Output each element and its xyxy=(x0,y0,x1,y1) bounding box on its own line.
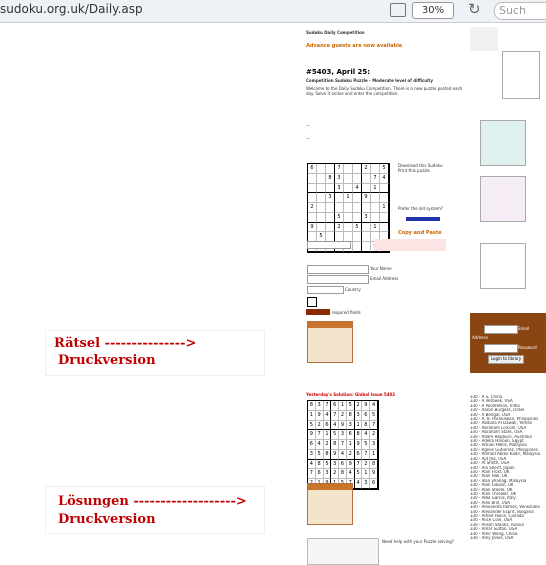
grid-cell[interactable]: 1 xyxy=(370,450,378,460)
grid-cell[interactable]: 6 xyxy=(355,450,363,460)
advanced-link[interactable]: Advance guests are now available xyxy=(306,43,403,49)
grid-cell[interactable]: 3 xyxy=(326,193,335,203)
email-label: Email Address xyxy=(370,276,399,281)
grid-cell[interactable]: 2 xyxy=(324,440,332,450)
grid-cell[interactable]: 3 xyxy=(362,479,370,489)
list-item[interactable]: 330 - Ajit Jha, USA xyxy=(470,456,507,461)
list-item[interactable]: 330 - Abraham Lincoln, USA xyxy=(470,425,527,430)
grid-cell[interactable] xyxy=(362,232,371,242)
grid-cell[interactable]: 5 xyxy=(353,223,362,233)
puzzle-title: #5403, April 25: xyxy=(306,68,371,76)
country-label: Country xyxy=(345,287,361,292)
grid-cell[interactable]: 5 xyxy=(317,232,326,242)
grid-cell[interactable]: 7 xyxy=(370,421,378,431)
grid-cell[interactable]: 5 xyxy=(370,411,378,421)
grid-cell[interactable]: 3 xyxy=(324,469,332,479)
grid-cell[interactable]: 6 xyxy=(339,460,347,470)
list-item[interactable]: 330 - Agnes Gutierrez, Philippines xyxy=(470,447,538,452)
grid-cell[interactable]: 4 xyxy=(362,430,370,440)
yesterday-title: Yesterday's Solution: Global Issue 5402 xyxy=(306,392,396,397)
password-input[interactable] xyxy=(484,344,518,353)
solutions-print-annotation xyxy=(45,486,265,534)
old-system-button[interactable] xyxy=(406,217,440,221)
side-link[interactable]: Print this puzzle xyxy=(398,168,430,173)
grid-cell[interactable]: 3 xyxy=(347,421,355,431)
grid-cell[interactable] xyxy=(380,213,389,223)
grid-cell[interactable]: 1 xyxy=(339,401,347,411)
grid-cell[interactable]: 2 xyxy=(331,469,339,479)
grid-cell[interactable]: 8 xyxy=(331,440,339,450)
grid-cell[interactable]: 6 xyxy=(362,411,370,421)
grid-cell[interactable]: 9 xyxy=(362,401,370,411)
grid-cell[interactable]: 1 xyxy=(308,411,316,421)
grid-cell[interactable]: 5 xyxy=(308,421,316,431)
grid-cell[interactable]: 5 xyxy=(355,469,363,479)
grid-cell[interactable] xyxy=(353,193,362,203)
grid-cell[interactable]: 7 xyxy=(331,411,339,421)
name-field[interactable] xyxy=(307,265,369,274)
grid-cell[interactable]: 8 xyxy=(347,411,355,421)
red-note: — xyxy=(306,136,310,141)
login-panel xyxy=(470,313,546,373)
zoom-level[interactable]: 30% xyxy=(412,2,454,19)
grid-cell[interactable] xyxy=(380,184,389,194)
list-item[interactable]: 330 - Alexander Esprit, Bulgaria xyxy=(470,509,534,514)
grid-cell[interactable]: 2 xyxy=(339,411,347,421)
grid-cell[interactable] xyxy=(371,213,380,223)
grid-cell[interactable]: 4 xyxy=(324,411,332,421)
grid-cell[interactable]: 7 xyxy=(308,469,316,479)
grid-cell[interactable]: 5 xyxy=(324,460,332,470)
grid-cell[interactable]: 1 xyxy=(371,184,380,194)
address-label: Address xyxy=(472,335,488,340)
grid-cell[interactable]: 3 xyxy=(335,174,344,184)
grid-cell[interactable]: 4 xyxy=(331,421,339,431)
grid-cell[interactable]: 1 xyxy=(324,430,332,440)
grid-cell[interactable]: 3 xyxy=(316,401,324,411)
grid-cell[interactable] xyxy=(353,242,362,252)
list-item[interactable]: 330 - A S, China xyxy=(470,395,503,399)
bottom-image xyxy=(307,538,379,565)
grid-cell[interactable] xyxy=(371,164,380,174)
list-item[interactable]: 330 - Ahmad Abdul Kadir, Malaysia xyxy=(470,452,541,457)
list-item[interactable]: 330 - Adam Hepburn, Australia xyxy=(470,434,532,439)
list-item[interactable]: 330 - Alan Hall, UK xyxy=(470,474,508,479)
checkbox[interactable] xyxy=(307,297,317,307)
grid-cell[interactable]: 2 xyxy=(362,460,370,470)
sudoku-thumb[interactable] xyxy=(502,51,540,99)
country-select[interactable] xyxy=(307,286,344,294)
list-item[interactable]: 330 - Alba Garcia, Italy xyxy=(470,496,516,501)
grid-cell[interactable]: 5 xyxy=(380,164,389,174)
grid-cell[interactable] xyxy=(362,223,371,233)
grid-cell[interactable]: 8 xyxy=(355,430,363,440)
password-label: Password xyxy=(518,345,537,350)
red-note: — xyxy=(306,123,310,128)
grid-cell[interactable]: 7 xyxy=(339,440,347,450)
list-item[interactable]: 330 - Alex Brill, USA xyxy=(470,500,511,505)
grid-cell[interactable]: 6 xyxy=(316,469,324,479)
grid-cell[interactable] xyxy=(371,203,380,213)
name-label: Your Name xyxy=(370,266,392,271)
grid-cell[interactable]: 6 xyxy=(370,479,378,489)
reader-view-icon[interactable] xyxy=(390,3,406,17)
grid-cell[interactable]: 6 xyxy=(308,164,317,174)
side-text xyxy=(398,163,466,173)
annotation-line: Rätsel ---------------> xyxy=(54,336,197,351)
grid-cell[interactable] xyxy=(380,223,389,233)
bottom-text: Need help with your Puzzle solving? xyxy=(382,539,454,544)
grid-cell[interactable]: 5 xyxy=(335,213,344,223)
list-item[interactable]: 330 - Ala Sherif, Japan xyxy=(470,465,515,470)
grid-cell[interactable]: 1 xyxy=(355,421,363,431)
grid-cell[interactable] xyxy=(353,164,362,174)
list-item[interactable]: 330 - Alan Steele, UK xyxy=(470,487,513,492)
jigsaw-thumb[interactable] xyxy=(480,120,526,166)
grid-cell[interactable]: 5 xyxy=(362,440,370,450)
table-header xyxy=(308,484,352,490)
grid-cell[interactable]: 1 xyxy=(344,193,353,203)
table-header xyxy=(308,322,352,328)
grid-cell[interactable] xyxy=(362,174,371,184)
grid-cell[interactable] xyxy=(326,223,335,233)
list-item[interactable]: 330 - Aaron Burgess, Israel xyxy=(470,408,525,413)
grid-cell[interactable]: 6 xyxy=(331,401,339,411)
grid-cell[interactable]: 7 xyxy=(371,174,380,184)
list-item[interactable]: 330 - Alan Thrower, UK xyxy=(470,491,517,496)
black-thumb[interactable] xyxy=(480,243,526,289)
grid-cell[interactable] xyxy=(308,174,317,184)
main-content xyxy=(304,23,468,559)
scores-list xyxy=(470,395,544,559)
grid-cell[interactable] xyxy=(353,203,362,213)
grid-cell[interactable]: 7 xyxy=(355,460,363,470)
grid-cell[interactable]: 8 xyxy=(362,421,370,431)
weekly-table[interactable] xyxy=(307,483,353,525)
grid-cell[interactable]: 7 xyxy=(316,430,324,440)
grid-cell[interactable] xyxy=(317,193,326,203)
grid-cell[interactable]: 1 xyxy=(371,223,380,233)
grid-cell[interactable]: 3 xyxy=(362,213,371,223)
list-item[interactable]: 330 - Al Smith, USA xyxy=(470,461,510,466)
grid-cell[interactable]: 3 xyxy=(370,440,378,450)
list-item[interactable]: 330 - A Pool/Relink, India xyxy=(470,403,520,408)
annotation-line: Druckversion xyxy=(58,512,156,527)
list-item[interactable]: 330 - A Verbeek, USA xyxy=(470,399,513,404)
grid-cell[interactable] xyxy=(335,203,344,213)
grid-cell[interactable]: 5 xyxy=(347,401,355,411)
grid-cell[interactable]: 3 xyxy=(339,430,347,440)
list-item[interactable]: 330 - Adrian Hellis, Malaysia xyxy=(470,443,527,448)
required-label: required fields xyxy=(332,310,361,315)
grid-cell[interactable]: 5 xyxy=(331,430,339,440)
grid-cell[interactable]: 4 xyxy=(339,450,347,460)
grid-cell[interactable]: 4 xyxy=(380,174,389,184)
grid-cell[interactable] xyxy=(308,184,317,194)
grid-cell[interactable] xyxy=(344,164,353,174)
grid-cell[interactable]: 9 xyxy=(339,421,347,431)
login-button[interactable]: Login to library xyxy=(488,355,524,364)
top-line: Sudoku Daily Competition xyxy=(306,30,365,35)
grid-cell[interactable]: 8 xyxy=(326,174,335,184)
annotation-line: Lösungen -------------------> xyxy=(58,494,247,509)
grid-cell[interactable]: 3 xyxy=(335,184,344,194)
email-field[interactable] xyxy=(307,275,369,284)
grid-cell[interactable]: 7 xyxy=(324,401,332,411)
grid-cell[interactable] xyxy=(380,193,389,203)
grid-cell[interactable]: 9 xyxy=(355,440,363,450)
grid-cell[interactable] xyxy=(362,203,371,213)
grid-cell[interactable]: 4 xyxy=(355,479,363,489)
right-sidebar xyxy=(468,23,546,559)
grid-cell[interactable]: 9 xyxy=(370,469,378,479)
grid-cell[interactable] xyxy=(308,213,317,223)
grid-cell[interactable] xyxy=(344,203,353,213)
grid-cell[interactable]: 4 xyxy=(316,440,324,450)
grid-cell[interactable]: 8 xyxy=(339,469,347,479)
search-input[interactable]: Such xyxy=(494,2,546,20)
grid-cell[interactable] xyxy=(326,164,335,174)
email-label: Email xyxy=(518,326,530,331)
list-item[interactable]: 330 - Alison Stanks, Russia xyxy=(470,522,524,527)
color-thumb[interactable] xyxy=(480,176,526,222)
grid-cell[interactable]: 8 xyxy=(370,460,378,470)
grid-cell[interactable] xyxy=(317,213,326,223)
grid-cell[interactable]: 6 xyxy=(308,440,316,450)
grid-cell[interactable] xyxy=(344,174,353,184)
grid-cell[interactable]: 2 xyxy=(316,421,324,431)
address-bar[interactable]: sudoku.org.uk/Daily.asp xyxy=(0,2,143,16)
annotation-line: Druckversion xyxy=(58,353,156,368)
prefer-old[interactable]: Prefer the old system? xyxy=(398,206,443,211)
list-item[interactable]: 330 - Alice Cole, USA xyxy=(470,518,513,523)
grid-cell[interactable] xyxy=(317,223,326,233)
list-item[interactable]: 330 - Abraham Stark, USA xyxy=(470,430,523,435)
grid-cell[interactable]: 1 xyxy=(362,469,370,479)
grid-cell[interactable] xyxy=(317,164,326,174)
grid-cell[interactable] xyxy=(335,193,344,203)
copy-paste-link[interactable]: Copy and Paste xyxy=(398,230,442,236)
left-gutter xyxy=(0,23,304,559)
grid-cell[interactable]: 8 xyxy=(308,401,316,411)
list-item[interactable]: 330 - A Bengal, USA xyxy=(470,412,511,417)
grid-cell[interactable]: 2 xyxy=(362,164,371,174)
grid-cell[interactable]: 1 xyxy=(347,440,355,450)
grid-cell[interactable] xyxy=(353,213,362,223)
grid-cell[interactable]: 3 xyxy=(308,450,316,460)
grid-cell[interactable]: 7 xyxy=(362,450,370,460)
submit-button[interactable] xyxy=(306,309,330,315)
grid-cell[interactable] xyxy=(317,203,326,213)
grid-cell[interactable] xyxy=(326,184,335,194)
grid-cell[interactable]: 2 xyxy=(335,223,344,233)
grid-cell[interactable]: 8 xyxy=(324,450,332,460)
grid-cell[interactable]: 4 xyxy=(370,401,378,411)
grid-cell[interactable] xyxy=(362,242,371,252)
grid-cell[interactable]: 8 xyxy=(316,460,324,470)
grid-cell[interactable] xyxy=(353,232,362,242)
grid-cell[interactable]: 2 xyxy=(308,203,317,213)
puzzle-subtitle: Competition Sudoku Puzzle - Moderate level of difficulty xyxy=(306,78,434,83)
side-link[interactable]: Download this Sudoku xyxy=(398,163,443,168)
puzzle-print-annotation xyxy=(45,330,265,376)
grid-cell[interactable]: 2 xyxy=(347,450,355,460)
grid-cell[interactable]: 1 xyxy=(380,203,389,213)
grid-cell[interactable]: 9 xyxy=(362,193,371,203)
list-item[interactable]: 330 - Alfred Hulce, Canada xyxy=(470,513,524,518)
solution-grid[interactable] xyxy=(307,400,379,490)
grid-cell[interactable] xyxy=(371,193,380,203)
grid-cell[interactable]: 2 xyxy=(355,401,363,411)
grid-cell[interactable] xyxy=(317,174,326,184)
list-item[interactable]: 330 - Alan Gibson, UK xyxy=(470,483,514,488)
select-dropdown[interactable] xyxy=(307,241,351,249)
grid-cell[interactable] xyxy=(317,184,326,194)
list-item[interactable]: 330 - alan yhanag, Malaysia xyxy=(470,478,527,483)
list-item[interactable]: 330 - Abdulla Al Dawali, Yemen xyxy=(470,421,533,426)
list-item[interactable]: 330 - Alexandra Ramos, Venezuela xyxy=(470,505,540,510)
grid-cell[interactable]: 4 xyxy=(308,460,316,470)
grid-cell[interactable] xyxy=(308,193,317,203)
sidebar-links[interactable] xyxy=(470,27,498,51)
pink-note xyxy=(374,239,446,251)
grid-cell[interactable]: 7 xyxy=(335,164,344,174)
list-item[interactable]: 330 - Amir Wong, China xyxy=(470,531,518,536)
list-item[interactable]: 330 - Adelia Haroon, Egypt xyxy=(470,439,524,444)
grid-cell[interactable] xyxy=(353,174,362,184)
grid-cell[interactable]: 2 xyxy=(370,430,378,440)
grid-cell[interactable]: 5 xyxy=(316,450,324,460)
list-item[interactable]: 330 - Amar Sultan, USA xyxy=(470,527,518,532)
grid-cell[interactable]: 9 xyxy=(308,430,316,440)
email-input[interactable] xyxy=(484,325,518,334)
grid-cell[interactable]: 4 xyxy=(353,184,362,194)
grid-cell[interactable] xyxy=(326,213,335,223)
grid-cell[interactable] xyxy=(344,223,353,233)
list-item[interactable]: 330 - A. B. Paranawan, Philippines xyxy=(470,417,539,422)
reload-icon[interactable]: ↻ xyxy=(468,0,481,18)
grid-cell[interactable]: 9 xyxy=(331,450,339,460)
list-item[interactable]: 330 - Alan Frost, UK xyxy=(470,469,510,474)
grid-cell[interactable]: 9 xyxy=(308,223,317,233)
grid-cell[interactable] xyxy=(362,184,371,194)
intro-text: Welcome to the Daily Sudoku Competition. There is a new puzzle posted each day. Solve it online and enter the competition. xyxy=(306,86,463,96)
grid-cell[interactable]: 9 xyxy=(316,411,324,421)
grid-cell[interactable]: 3 xyxy=(355,411,363,421)
grid-cell[interactable] xyxy=(344,213,353,223)
grid-cell[interactable]: 3 xyxy=(331,460,339,470)
grid-cell[interactable]: 6 xyxy=(324,421,332,431)
weekly-table[interactable] xyxy=(307,321,353,363)
grid-cell[interactable]: 4 xyxy=(347,469,355,479)
grid-cell[interactable]: 9 xyxy=(347,460,355,470)
grid-cell[interactable]: 6 xyxy=(347,430,355,440)
grid-cell[interactable] xyxy=(344,184,353,194)
list-item[interactable]: 330 - Amy Jones, USA xyxy=(470,536,514,540)
grid-cell[interactable] xyxy=(326,203,335,213)
